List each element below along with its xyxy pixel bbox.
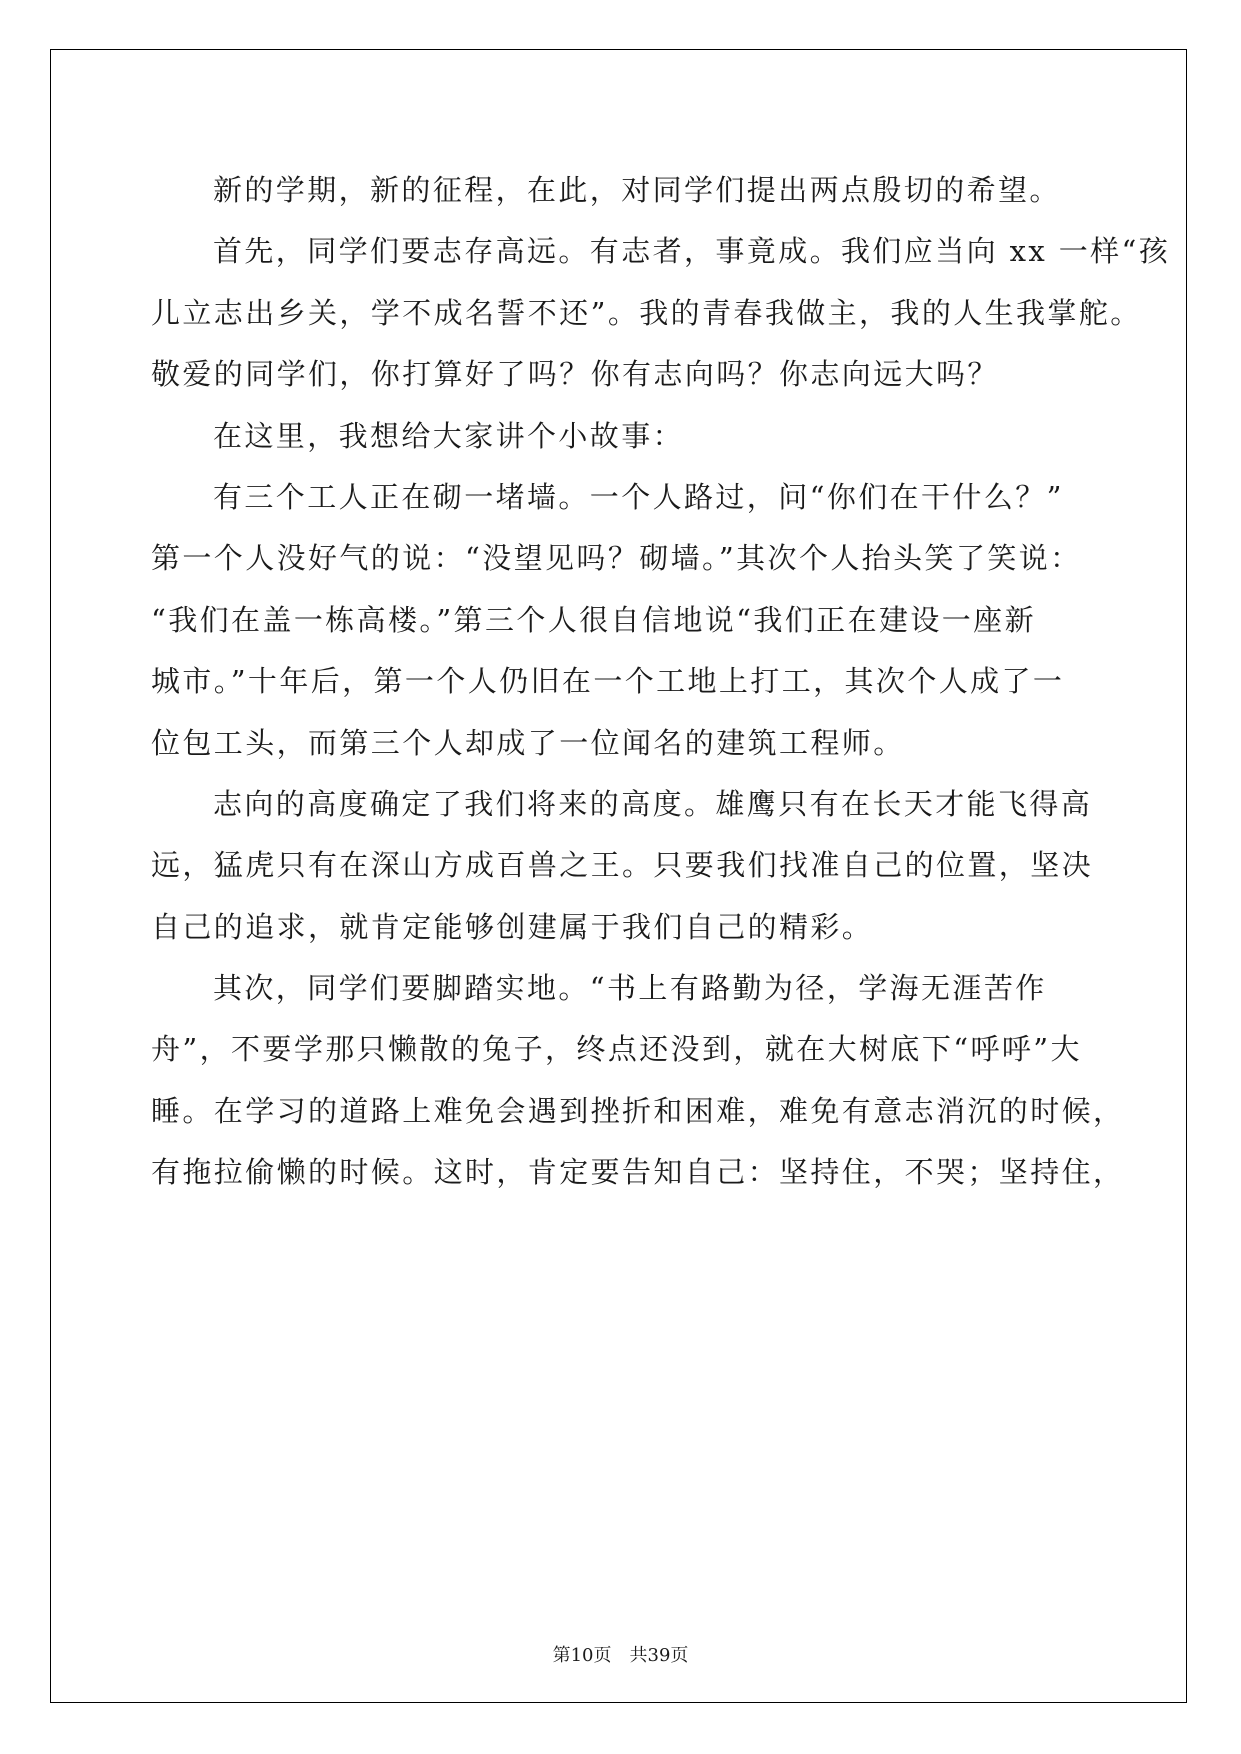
text-line: 有三个工人正在砌一堵墙。一个人路过，问“你们在干什么？” (213, 479, 1064, 514)
text-line: 舟”，不要学那只懒散的兔子，终点还没到，就在大树底下“呼呼”大 (151, 1032, 1082, 1067)
text-line: 首先，同学们要志存高远。有志者，事竟成。我们应当向 xx 一样“孩 (213, 234, 1171, 269)
text-line: 远，猛虎只有在深山方成百兽之王。只要我们找准自己的位置，坚决 (151, 848, 1094, 883)
text-line: 有拖拉偷懒的时候。这时，肯定要告知自己：坚持住，不哭；坚持住， (151, 1155, 1125, 1190)
text-line: “我们在盖一栋高楼。”第三个人很自信地说“我们正在建设一座新 (151, 602, 1036, 637)
text-line: 睡。在学习的道路上难免会遇到挫折和困难，难免有意志消沉的时候， (151, 1093, 1125, 1128)
text-line: 儿立志出乡关，学不成名誓不还”。我的青春我做主，我的人生我掌舵。 (151, 295, 1142, 330)
text-line: 城市。”十年后，第一个人仍旧在一个工地上打工，其次个人成了一 (151, 664, 1065, 699)
text-line: 在这里，我想给大家讲个小故事： (213, 418, 685, 453)
text-line: 其次，同学们要脚踏实地。“书上有路勤为径，学海无涯苦作 (213, 971, 1047, 1006)
page-number-footer: 第10页 共39页 (552, 1645, 689, 1666)
text-line: 新的学期，新的征程，在此，对同学们提出两点殷切的希望。 (213, 173, 1061, 207)
text-line: 第一个人没好气的说：“没望见吗？砌墙。”其次个人抬头笑了笑说： (151, 541, 1082, 576)
text-line: 志向的高度确定了我们将来的高度。雄鹰只有在长天才能飞得高 (213, 786, 1093, 821)
text-line: 自己的追求，就肯定能够创建属于我们自己的精彩。 (151, 909, 874, 944)
text-line: 位包工头，而第三个人却成了一位闻名的建筑工程师。 (151, 725, 905, 760)
text-line: 敬爱的同学们，你打算好了吗？你有志向吗？你志向远大吗？ (151, 357, 999, 392)
document-body (151, 160, 1171, 1204)
